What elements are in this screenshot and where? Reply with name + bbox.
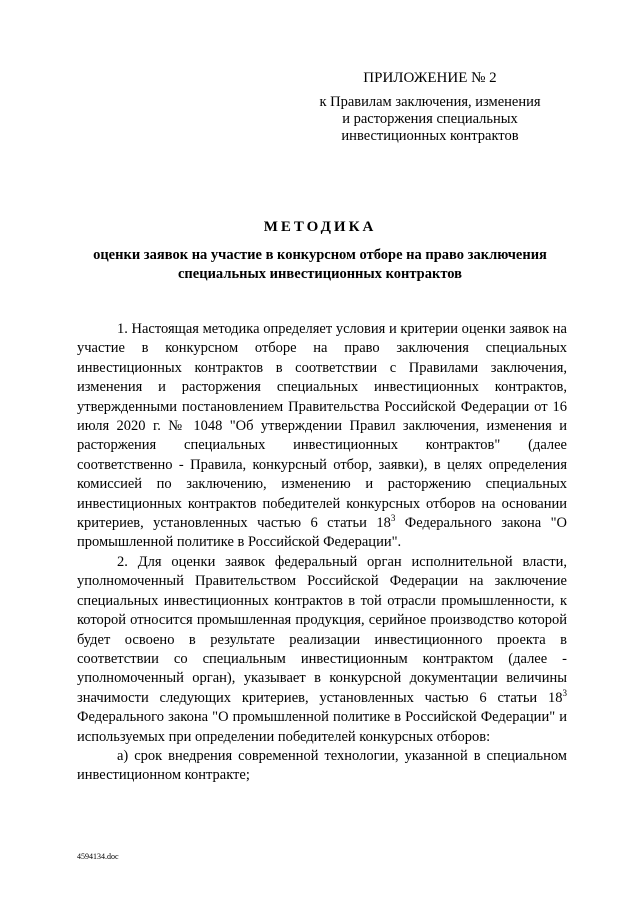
- appendix-line-2: и расторжения специальных: [342, 111, 518, 127]
- document-body: [77, 320, 567, 786]
- appendix-line-1: к Правилам заключения, изменения: [319, 94, 541, 110]
- document-title: МЕТОДИКА: [263, 219, 377, 235]
- paragraph-1: [77, 320, 567, 553]
- subtitle-line-1: оценки заявок на участие в конкурсном отборе на право заключения: [93, 247, 547, 263]
- paragraph-3: а) срок внедрения современной технологии, указанной в специальном инвестиционном контракте;: [77, 747, 567, 784]
- paragraph-1-text: 1. Настоящая методика определяет условия и критерии оценки заявок на участие в конкурсном отборе на право заключения специальных инвестиционных контрактов в соответствии с Правилами заключения, изменения и расторжения специальных инвестиционных контрактов, утвержденными постановлением Правительства Российской Федерации от 16 июля 2020 г. № 1048 "Об утверждении Правил заключения, изменения и расторжения специальных инвестиционных контрактов" (далее соответственно - Правила, конкурсный отбор, заявки), в целях определения комиссией по заключению, изменению и расторжению специальных инвестиционных контрактов победителей конкурсных отборов на основании критериев, установленных частью 6 статьи 18: [77, 321, 567, 532]
- appendix-header: [312, 70, 548, 145]
- paragraph-1-text-end: Федерального закона "О промышленной политике в Российской Федерации".: [77, 515, 567, 551]
- paragraph-2-text: 2. Для оценки заявок федеральный орган исполнительной власти, уполномоченный Правительством Российской Федерации на заключение специальных инвестиционных контрактов в той отрасли промышленности, к которой относится промышленная продукция, серийное производство которой будет освоено в результате реализации инвестиционного проекта в соответствии со специальным инвестиционным контрактом (далее - уполномоченный орган), указывает в конкурсной документации величины значимости следующих критериев, установленных частью 6 статьи 18: [77, 553, 567, 706]
- file-name-footer: 4594134.doc: [77, 852, 119, 861]
- paragraph-2-superscript: 3: [562, 687, 567, 698]
- paragraph-2-text-end: Федерального закона "О промышленной политике в Российской Федерации" и используемых при определении победителей конкурсных отборов:: [77, 709, 567, 745]
- document-subtitle: [70, 246, 570, 284]
- paragraph-1-superscript: 3: [390, 513, 396, 524]
- paragraph-2: [77, 553, 567, 747]
- appendix-line-3: инвестиционных контрактов: [341, 128, 519, 144]
- appendix-number: ПРИЛОЖЕНИЕ № 2: [363, 70, 497, 86]
- subtitle-line-2: специальных инвестиционных контрактов: [178, 266, 462, 282]
